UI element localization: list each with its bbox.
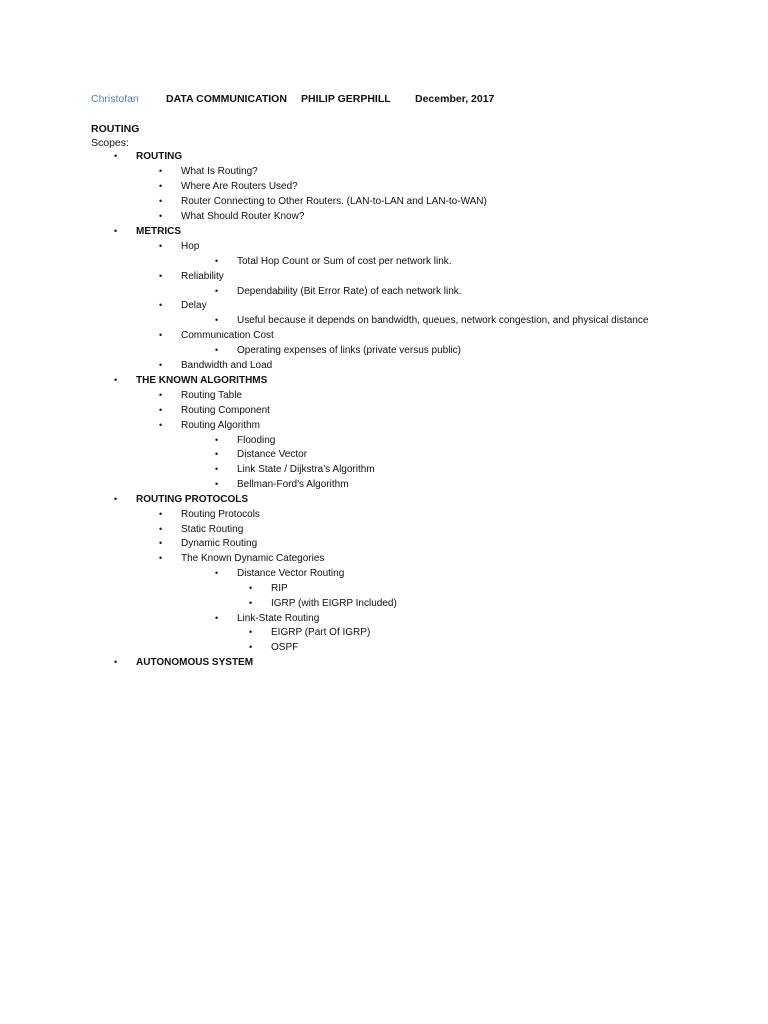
list-item-text: Flooding xyxy=(237,435,276,446)
bullet-icon: • xyxy=(159,181,163,191)
list-item-text: Routing Component xyxy=(181,405,270,416)
bullet-icon: • xyxy=(249,627,253,637)
bullet-icon: • xyxy=(114,494,118,504)
bullet-icon: • xyxy=(159,166,163,176)
bullet-icon: • xyxy=(159,390,163,400)
bullet-icon: • xyxy=(215,464,219,474)
bullet-icon: • xyxy=(215,315,219,325)
bullet-icon: • xyxy=(114,226,118,236)
list-item-text: Distance Vector Routing xyxy=(237,568,345,579)
list-item-text: Router Connecting to Other Routers. (LAN-to-LAN and LAN-to-WAN) xyxy=(181,196,487,207)
list-item-text: Where Are Routers Used? xyxy=(181,181,298,192)
bullet-icon: • xyxy=(114,151,118,161)
list-item-text: Dependability (Bit Error Rate) of each network link. xyxy=(237,286,462,297)
list-item-text: The Known Dynamic Categories xyxy=(181,553,325,564)
bullet-icon: • xyxy=(114,375,118,385)
list-item-text: Routing Algorithm xyxy=(181,420,260,431)
bullet-icon: • xyxy=(159,538,163,548)
bullet-icon: • xyxy=(249,598,253,608)
list-item-text: ROUTING xyxy=(136,151,183,162)
list-item-text: OSPF xyxy=(271,642,299,653)
bullet-icon: • xyxy=(159,196,163,206)
bullet-icon: • xyxy=(159,509,163,519)
bullet-icon: • xyxy=(215,449,219,459)
document-header xyxy=(0,93,768,109)
bullet-icon: • xyxy=(159,405,163,415)
bullet-icon: • xyxy=(159,271,163,281)
bullet-icon: • xyxy=(215,613,219,623)
list-item-text: Useful because it depends on bandwidth, queues, network congestion, and physical distance xyxy=(237,315,649,326)
bullet-icon: • xyxy=(159,524,163,534)
list-item-text: Routing Protocols xyxy=(181,509,260,520)
list-item-text: Bellman-Ford’s Algorithm xyxy=(237,479,349,490)
list-item-text: Bandwidth and Load xyxy=(181,360,273,371)
bullet-icon: • xyxy=(215,479,219,489)
bullet-icon: • xyxy=(114,657,118,667)
list-item-text: THE KNOWN ALGORITHMS xyxy=(136,375,268,386)
bullet-icon: • xyxy=(159,330,163,340)
list-item-text: RIP xyxy=(271,583,288,594)
teacher-name: PHILIP GERPHILL xyxy=(301,93,391,105)
bullet-icon: • xyxy=(249,642,253,652)
list-item-text: Static Routing xyxy=(181,524,244,535)
bullet-icon: • xyxy=(215,435,219,445)
bullet-icon: • xyxy=(159,241,163,251)
list-item-text: Delay xyxy=(181,300,207,311)
list-item-text: Link State / Dijkstra’s Algorithm xyxy=(237,464,375,475)
bullet-icon: • xyxy=(215,256,219,266)
bullet-icon: • xyxy=(249,583,253,593)
list-item-text: Dynamic Routing xyxy=(181,538,258,549)
document-title: ROUTING xyxy=(91,123,140,135)
bullet-icon: • xyxy=(215,345,219,355)
list-item-text: What Is Routing? xyxy=(181,166,258,177)
bullet-icon: • xyxy=(159,300,163,310)
bullet-icon: • xyxy=(215,568,219,578)
bullet-icon: • xyxy=(159,420,163,430)
scopes-label: Scopes: xyxy=(91,137,129,149)
list-item-text: EIGRP (Part Of IGRP) xyxy=(271,627,371,638)
list-item-text: What Should Router Know? xyxy=(181,211,305,222)
list-item-text: Operating expenses of links (private versus public) xyxy=(237,345,461,356)
list-item-text: Distance Vector xyxy=(237,449,308,460)
bullet-icon: • xyxy=(215,286,219,296)
list-item-text: Total Hop Count or Sum of cost per network link. xyxy=(237,256,452,267)
list-item-text: Link-State Routing xyxy=(237,613,320,624)
list-item-text: METRICS xyxy=(136,226,181,237)
bullet-icon: • xyxy=(159,211,163,221)
list-item-text: AUTONOMOUS SYSTEM xyxy=(136,657,254,668)
course-name: DATA COMMUNICATION xyxy=(166,93,287,105)
list-item-text: Routing Table xyxy=(181,390,242,401)
list-item-text: IGRP (with EIGRP Included) xyxy=(271,598,397,609)
bullet-icon: • xyxy=(159,360,163,370)
list-item-text: ROUTING PROTOCOLS xyxy=(136,494,249,505)
list-item-text: Hop xyxy=(181,241,200,252)
document-date: December, 2017 xyxy=(415,93,495,105)
list-item-text: Communication Cost xyxy=(181,330,274,341)
bullet-icon: • xyxy=(159,553,163,563)
author-name: Christofan xyxy=(91,93,139,105)
list-item-text: Reliability xyxy=(181,271,224,282)
